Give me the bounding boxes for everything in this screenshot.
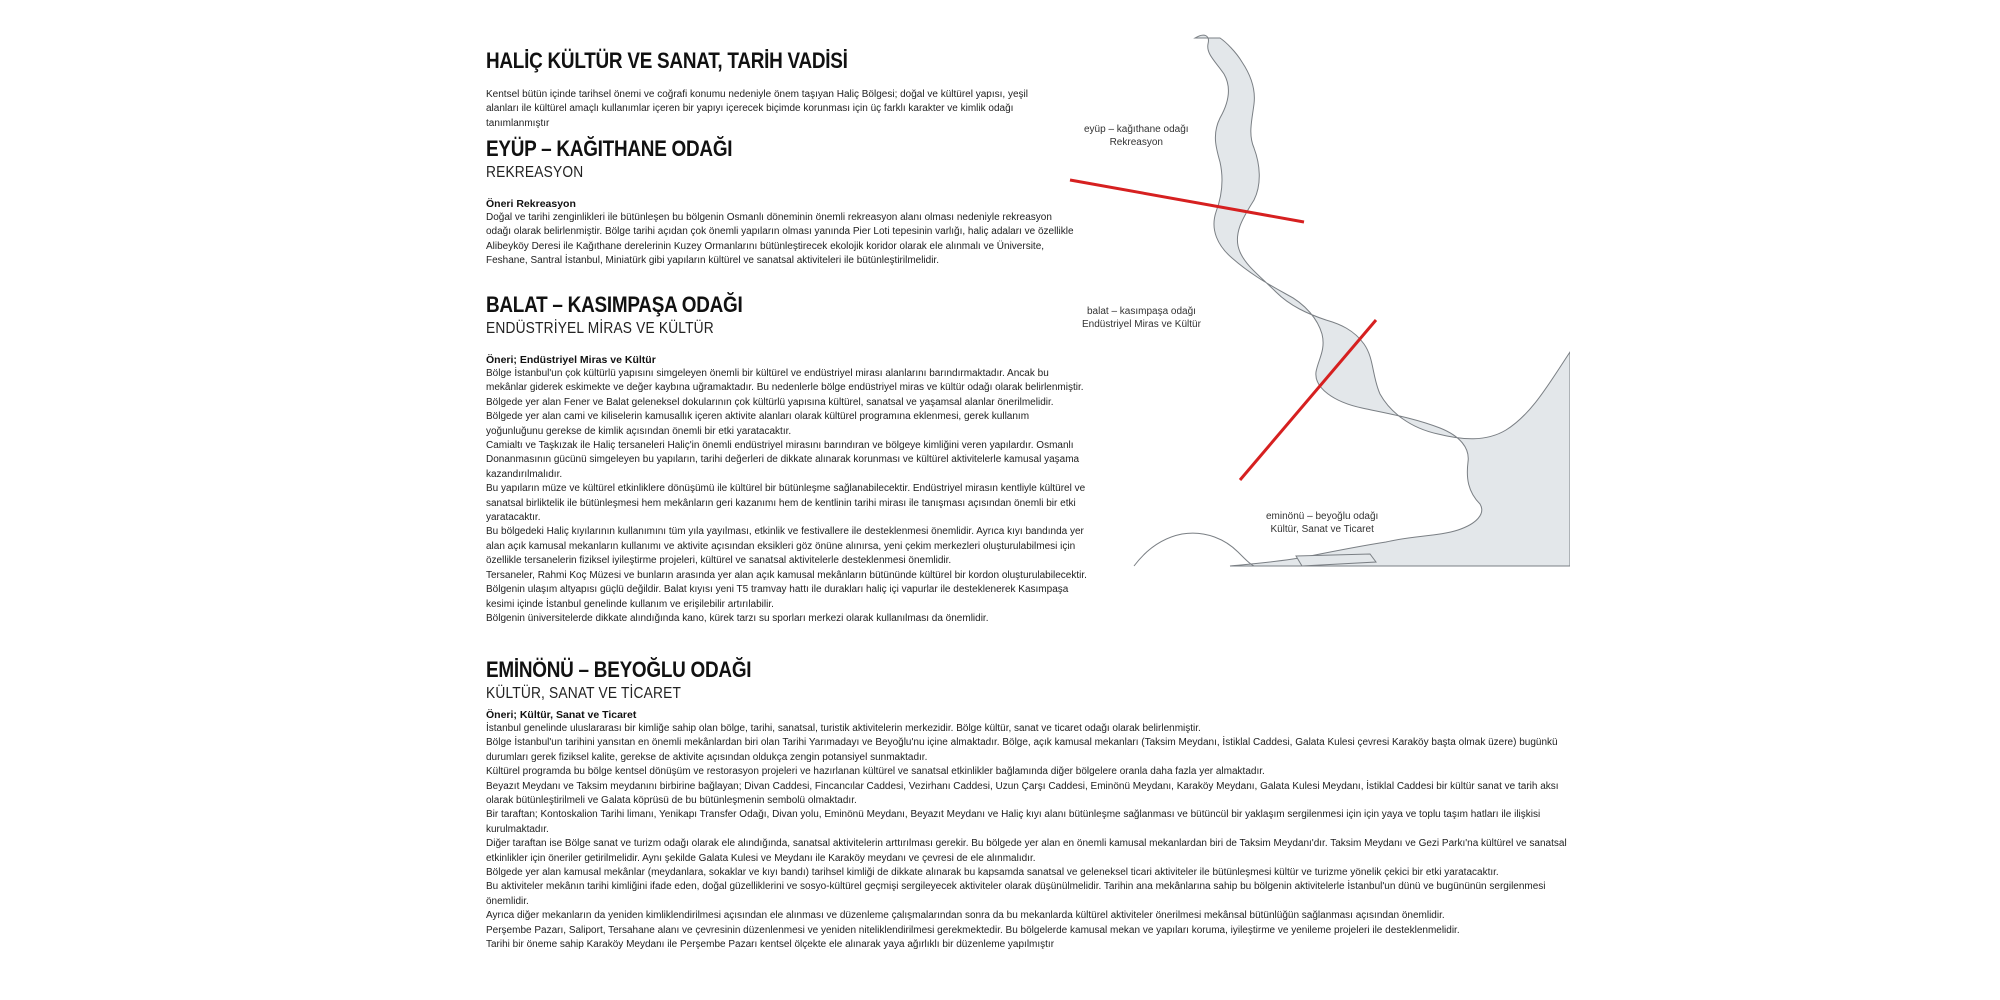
- section-proposal-label: Öneri; Kültür, Sanat ve Ticaret: [486, 709, 637, 721]
- map-label-title: balat – kasımpaşa odağı: [1086, 306, 1196, 317]
- section-title: EYÜP – KAĞITHANE ODAĞI: [486, 136, 733, 161]
- paragraph: Kültürel programda bu bölge kentsel dönüşüm ve restorasyon projeleri ve hazırlanan kültürel ve sanatsal etkinlikler bağlamında diğer bölgelere oranla daha fazla yer almaktadır.: [486, 766, 1265, 778]
- intro-text: Kentsel bütün içinde tarihsel önemi ve coğrafi konumu nedeniyle önem taşıyan Haliç Bölgesi; doğal ve kültürel yapısı, yeşil alanları ile kültürel amaçlı kullanımlar içeren bir yapıyı içerecek biçimde korunması için üç farklı karakter ve kimlik odağı tanımlanmıştır: [486, 89, 1028, 129]
- map-label-subtitle: Rekreasyon: [1109, 137, 1163, 148]
- divider-line-north: [1070, 180, 1304, 222]
- paragraph: Camialtı ve Taşkızak ile Haliç tersaneleri Haliç'in önemli endüstriyel mirasını barındıran ve bölgeye kimliğini veren yapılardır. Osmanlı Donanmasının gücünü simgeleyen bu yapıların, tarihi değerleri de dikkate alınarak korunması ve kültürel aktivitelerle kamusal yaşama kazandırılmalıdır.: [486, 440, 1080, 480]
- paragraph: İstanbul genelinde uluslararası bir kimliğe sahip olan bölge, tarihi, sanatsal, turistik aktivitelerin merkezidir. Bölge kültür, sanat ve ticaret odağı olarak belirlenmiştir.: [486, 723, 1201, 734]
- paragraph: Bu bölgedeki Haliç kıyılarının kullanımını tüm yıla yayılması, etkinlik ve festivallere ile desteklenmesi önemlidir. Ayrıca kıyı bandında yer alan açık kamusal mekanların kullanımı ve aktivite açısından eksikleri göz önüne alınırsa, yeni çekim merkezleri oluşturulabilmesi için özellikle tersanelerin fiziksel iyileştirme projeleri, kültürel ve sanatsal aktivitelerle desteklenmesi önemlidir.: [486, 526, 1084, 567]
- paragraph: Ayrıca diğer mekanların da yeniden kimliklendirilmesi açısından ele alınması ve düzenleme çalışmalarından sonra da bu mekanlarda kültürel aktiviteler önerilmesi mekânsal bütünlüğün sağlanması açısından önemlidir.: [486, 910, 1445, 922]
- section-body: [486, 367, 1088, 626]
- paragraph: Bu aktiviteler mekânın tarihi kimliğini ifade eden, doğal güzelliklerini ve sosyo-kültürel geçmişi sergileyecek aktiviteler olarak düşünülmelidir. Tarihin ana mekânlarına sahip bu bölgenin aktivitelerle İstanbul'un dünü ve bugününün sergilenmesi önemlidir.: [486, 881, 1546, 907]
- section-body: [486, 211, 1076, 269]
- section-balat-kasimpasa: [486, 292, 1088, 626]
- section-body: [486, 722, 1568, 953]
- page-title: HALİÇ KÜLTÜR VE SANAT, TARİH VADİSİ: [486, 48, 848, 73]
- paragraph: Bölgenin üniversitelerde dikkate alındığında kano, kürek tarzı su sporları merkezi olarak kullanılması da önemlidir.: [486, 612, 989, 624]
- map-label-subtitle: Endüstriyel Miras ve Kültür: [1082, 319, 1201, 330]
- golden-horn-water: [1195, 35, 1570, 566]
- paragraph: Bölgenin ulaşım altyapısı güçlü değildir. Balat kıyısı yeni T5 tramvay hattı ile durakları haliç içi vapurlar ile desteklenerek Kasımpaşa kesimi içinde İstanbul genelinde kullanım ve erişilebilir artırılabilir.: [486, 584, 1069, 610]
- map-label-title: eyüp – kağıthane odağı: [1084, 124, 1189, 135]
- map-label-subtitle: Kültür, Sanat ve Ticaret: [1270, 524, 1374, 535]
- section-eyup-kagithane: [486, 136, 1076, 269]
- map-label-eyup: [1084, 123, 1189, 149]
- golden-horn-lower-shore: [1134, 533, 1254, 566]
- paragraph: Tersaneler, Rahmi Koç Müzesi ve bunların arasında yer alan açık kamusal mekânların bütününde kültürel bir kordon oluşturulabilecektir.: [486, 569, 1087, 581]
- section-title: EMİNÖNÜ – BEYOĞLU ODAĞI: [486, 657, 752, 682]
- header-block: [486, 48, 1046, 131]
- section-subtitle: KÜLTÜR, SANAT VE TİCARET: [486, 685, 682, 702]
- section-title: BALAT – KASIMPAŞA ODAĞI: [486, 292, 743, 317]
- section-subtitle: REKREASYON: [486, 164, 584, 181]
- paragraph: Bölgede yer alan Fener ve Balat geleneksel dokularının çok kültürlü yapısına kültürel, sanatsal ve yaşamsal alanlar önerilmelidir. Bölgede yer alan cami ve kiliselerin kamusallık içeren aktivite alanları olarak kültürel programına eklenmesi, gerek kullanım yoğunluğunu gerekse de kimlik açısından önemli bir etki yaratacaktır.: [486, 396, 1054, 437]
- section-proposal-label: Öneri Rekreasyon: [486, 198, 576, 210]
- paragraph: Bölge İstanbul'un çok kültürlü yapısını simgeleyen önemli bir kültürel ve endüstriyel mirası alanlarını barındırmaktadır. Ancak bu mekânlar giderek eskimekte ve değer kaybına uğramaktadır. Bu nedenlerle bölge endüstriyel miras ve kültür odağı olarak belirlenmiştir.: [486, 368, 1084, 394]
- map-label-title: eminönü – beyoğlu odağı: [1266, 511, 1379, 522]
- paragraph: Bu yapıların müze ve kültürel etkinliklere dönüşümü ile kültürel bir bütünleşme sağlanabilecektir. Endüstriyel mirasın kentliyle kültürel ve sanatsal birliktelik ile bütünleşmesi hem mekânların geri kazanımı hem de kentlinin tarihi mirası ile tanışması açısından önemli bir etki yaratacaktır.: [486, 483, 1086, 524]
- paragraph: Tarihi bir öneme sahip Karaköy Meydanı ile Perşembe Pazarı kentsel ölçekte ele alınarak yaya ağırlıklı bir düzenleme yapılmıştır: [486, 939, 1055, 951]
- paragraph: Perşembe Pazarı, Saliport, Tersahane alanı ve çevresinin düzenlenmesi ve yeniden niteliklendirilmesi gerekmektedir. Bu bölgelerde kamusal mekan ve yapıları koruma, iyileştirme ve yenileme projeleri ile desteklenmelidir.: [486, 924, 1460, 936]
- paragraph: Diğer taraftan ise Bölge sanat ve turizm odağı olarak ele alındığında, sanatsal aktivitelerin arttırılması gerekir. Bu bölgede yer alan en önemli kamusal mekanlardan biri de Taksim Meydanı'dır. Taksim Meydanı ve Gezi Parkı'na kültürel ve sanatsal etkinlikler için öneriler getirilmelidir. Aynı şekilde Galata Kulesi ve Meydanı ile Karaköy meydanı ve çevresi de ele alınmalıdır.: [486, 838, 1567, 864]
- section-subtitle: ENDÜSTRİYEL MİRAS VE KÜLTÜR: [486, 320, 714, 337]
- paragraph: Bir taraftan; Kontoskalion Tarihi limanı, Yenikapı Transfer Odağı, Divan yolu, Eminönü Meydanı, Beyazıt Meydanı ve Haliç kıyı alanı bütünleşme sağlanması ve bütüncül bir yaklaşım sergilenmesi için için yaya ve toplu taşım hatları ile ilişkisi kurulmaktadır.: [486, 809, 1541, 835]
- map-label-eminonu: [1266, 510, 1378, 536]
- section-proposal-label: Öneri; Endüstriyel Miras ve Kültür: [486, 354, 656, 366]
- paragraph: Bölgede yer alan kamusal mekânlar (meydanlara, sokaklar ve kıyı bandı) tarihsel kimliği de dikkate alınarak bu kapsamda sanatsal ve geleneksel ticari aktiviteler ile bütünleşmesi kültür ve turizme yönelik çekici bir etki yaratacaktır.: [486, 867, 1499, 879]
- map-label-balat: [1082, 305, 1201, 331]
- paragraph: Bölge İstanbul'un tarihini yansıtan en önemli mekânlardan biri olan Tarihi Yarımadayı ve Beyoğlu'nu içine almaktadır. Bölge, açık kamusal mekanları (Taksim Meydanı, İstiklal Caddesi, Galata Kulesi çevresi Karaköy başta olmak üzere) bugünkü durumları gerek fiziksel kalite, gerekse de aktivite açısından oldukça zengin potansiyel sunmaktadır.: [486, 737, 1558, 763]
- paragraph: Beyazıt Meydanı ve Taksim meydanını birbirine bağlayan; Divan Caddesi, Fincancılar Caddesi, Vezirhanı Caddesi, Uzun Çarşı Caddesi, Eminönü Meydanı, Karaköy Meydanı, Galata Kulesi Meydanı, İstiklal Caddesi bir kültür sanat ve tarih aksı olarak bütünleştirilmeli ve Galata köprüsü de bu bütünleşmenin sembolü olmaktadır.: [486, 780, 1559, 807]
- paragraph: Doğal ve tarihi zenginlikleri ile bütünleşen bu bölgenin Osmanlı döneminin önemli rekreasyon alanı olması nedeniyle rekreasyon odağı olarak belirlenmiştir. Bölge tarihi açıdan çok önemli yapıların olması yanında Pier Loti tepesinin varlığı, haliç adaları ve özellikle Alibeyköy Deresi ile Kağıthane derelerinin Kuzey Ormanlarını bütünleştirecek ekolojik koridor olarak ele alınmalı ve Üniversite, Feshane, Santral İstanbul, Miniatürk gibi yapıların kültürel ve sanatsal aktiviteleri ile bütünleştirilmelidir.: [486, 212, 1074, 267]
